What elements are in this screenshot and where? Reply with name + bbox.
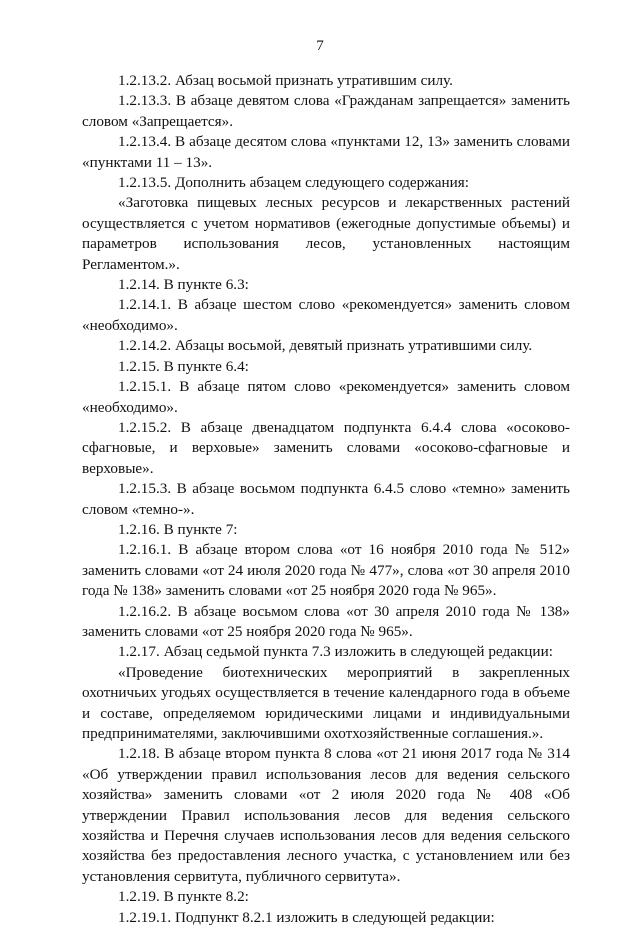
paragraph-1-2-19: 1.2.19. В пункте 8.2: — [118, 888, 249, 906]
paragraph-1-2-13-3: 1.2.13.3. В абзаце девятом слова «Гражданам запрещается» заменить словом «Запрещается». — [82, 92, 570, 130]
paragraph-1-2-13-5: 1.2.13.5. Дополнить абзацем следующего содержания: — [118, 174, 469, 192]
paragraph-1-2-14: 1.2.14. В пункте 6.3: — [118, 276, 249, 294]
paragraph-1-2-16-1: 1.2.16.1. В абзаце втором слова «от 16 ноября 2010 года № 512» заменить словами «от 24 июля 2020 года № 477», слова «от 30 апреля 2010 года № 138» заменить словами «от 25 ноября 2020 года № 965». — [82, 541, 570, 600]
paragraph-1-2-18: 1.2.18. В абзаце втором пункта 8 слова «от 21 июня 2017 года № 314 «Об утверждении правил использования лесов для ведения сельского хозяйства» заменить словами «от 2 июля 2020 года № 408 «Об утверждении Правил использования лесов для ведения сельского хозяйства и Перечня случаев использования лесов для ведения сельского хозяйства без предоставления лесного участка, с установлением или без установления сервитута, публичного сервитута». — [82, 745, 570, 885]
quoted-paragraph-biotechnical: «Проведение биотехнических мероприятий в закрепленных охотничьих угодьях осуществляется в течение календарного года в объеме и составе, определяемом юридическими лицами и индивидуальными предпринимателями, заключившими охотхозяйственные соглашения.». — [82, 663, 570, 742]
paragraph-1-2-15: 1.2.15. В пункте 6.4: — [118, 357, 249, 375]
paragraph-1-2-13-2: 1.2.13.2. Абзац восьмой признать утратившим силу. — [118, 72, 453, 89]
paragraph-1-2-17: 1.2.17. Абзац седьмой пункта 7.3 изложить в следующей редакции: — [118, 643, 553, 661]
paragraph-1-2-14-2: 1.2.14.2. Абзацы восьмой, девятый признать утратившими силу. — [118, 337, 533, 355]
paragraph-1-2-15-1: 1.2.15.1. В абзаце пятом слово «рекомендуется» заменить словом «необходимо». — [82, 378, 570, 416]
paragraph-1-2-13-4: 1.2.13.4. В абзаце десятом слова «пунктами 12, 13» заменить словами «пунктами 11 – 13». — [82, 133, 570, 171]
document-body — [82, 71, 570, 928]
paragraph-1-2-14-1: 1.2.14.1. В абзаце шестом слово «рекомендуется» заменить словом «необходимо». — [82, 296, 570, 334]
paragraph-1-2-16-2: 1.2.16.2. В абзаце восьмом слова «от 30 апреля 2010 года № 138» заменить словами «от 25 ноября 2020 года № 965». — [82, 602, 570, 640]
paragraph-1-2-15-3: 1.2.15.3. В абзаце восьмом подпункта 6.4.5 слово «темно» заменить словом «темно-». — [82, 480, 570, 518]
paragraph-1-2-19-1: 1.2.19.1. Подпункт 8.2.1 изложить в следующей редакции: — [118, 908, 495, 926]
paragraph-1-2-15-2: 1.2.15.2. В абзаце двенадцатом подпункта 6.4.4 слова «осоково-сфагновые, и верховые» заменить словами «осоково-сфагновые и верховые». — [82, 418, 570, 477]
page-number: 7 — [316, 38, 324, 54]
quoted-paragraph-harvesting: «Заготовка пищевых лесных ресурсов и лекарственных растений осуществляется с учетом нормативов (ежегодные допустимые объемы) и параметров использования лесов, установленных настоящим Регламентом.». — [82, 194, 570, 273]
paragraph-1-2-16: 1.2.16. В пункте 7: — [118, 520, 238, 538]
